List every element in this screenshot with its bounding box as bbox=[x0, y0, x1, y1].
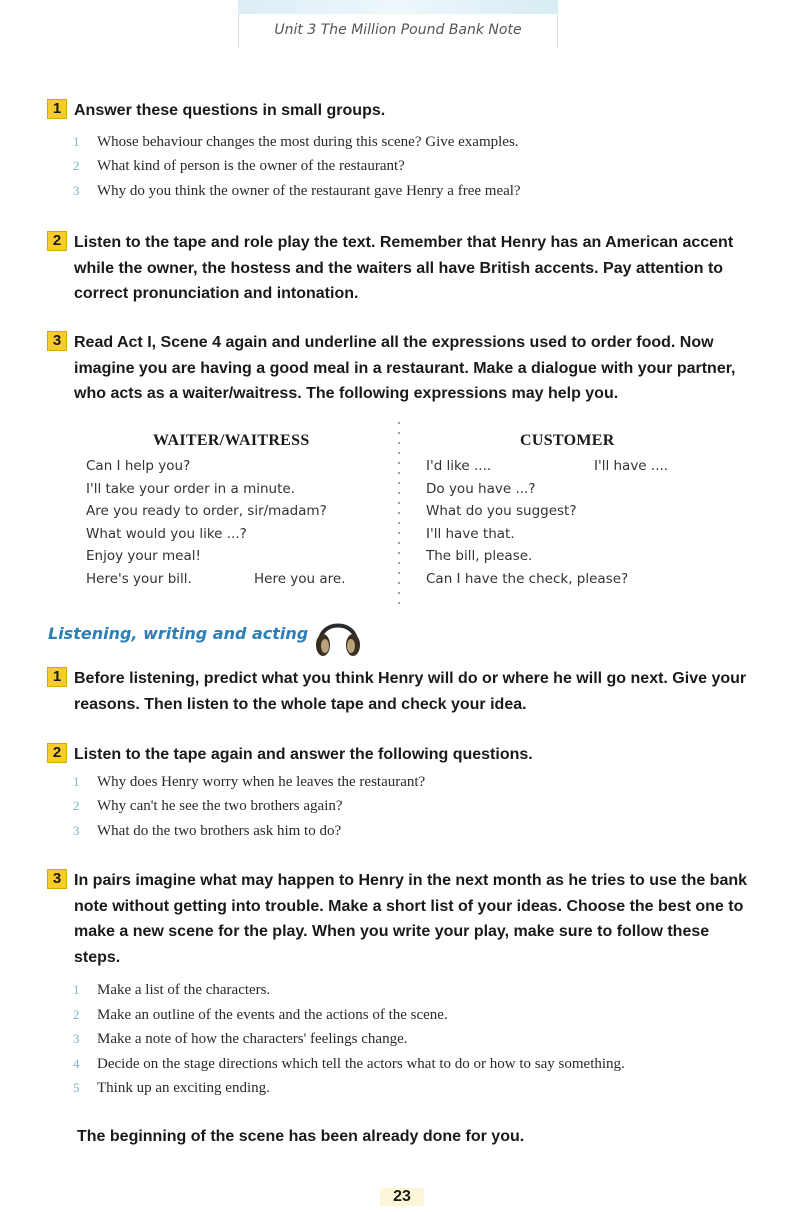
task-1-answer-questions bbox=[47, 98, 757, 203]
task-instruction: Listen to the tape and role play the text. Remember that Henry has an American accent while the owner, the hostess and the waiters all have British accents. Pay attention to correct pronunciation and intonation. bbox=[74, 234, 734, 302]
task-instruction: Listen to the tape again and answer the following questions. bbox=[74, 746, 533, 763]
step-item: 5 Think up an exciting ending. bbox=[73, 1080, 270, 1096]
listening-task-2-questions bbox=[47, 742, 757, 843]
customer-expression: The bill, please. bbox=[426, 548, 533, 564]
step-item: 3 Make a note of how the characters' feelings change. bbox=[73, 1031, 408, 1047]
waiter-expression: Are you ready to order, sir/madam? bbox=[86, 503, 327, 519]
question-item: 1 Why does Henry worry when he leaves the restaurant? bbox=[73, 773, 426, 790]
waiter-column-heading: WAITER/WAITRESS bbox=[153, 432, 310, 449]
step-item: 4 Decide on the stage directions which tell the actors what to do or how to say something. bbox=[73, 1055, 625, 1072]
closing-note: The beginning of the scene has been already done for you. bbox=[77, 1128, 525, 1145]
task-number-badge: 2 bbox=[47, 743, 67, 763]
waiter-expression: I'll take your order in a minute. bbox=[86, 481, 295, 497]
step-list bbox=[73, 978, 757, 1101]
header-band bbox=[238, 0, 558, 14]
headphones-icon bbox=[310, 612, 366, 660]
customer-expression: Can I have the check, please? bbox=[426, 571, 629, 587]
waiter-expression: What would you like ...? bbox=[86, 526, 247, 542]
waiter-expression: Enjoy your meal! bbox=[86, 548, 201, 564]
task-instruction: Read Act I, Scene 4 again and underline all the expressions used to order food. Now imagine you are having a good meal in a restaurant. Make a dialogue with your partner, who acts as a waiter/waitress. The following expressions may help you. bbox=[74, 334, 736, 402]
task-number-badge: 2 bbox=[47, 231, 67, 251]
question-list bbox=[73, 130, 757, 204]
customer-expression: What do you suggest? bbox=[426, 503, 577, 519]
section-title: Listening, writing and acting bbox=[48, 624, 309, 643]
waiter-expression: Here's your bill. bbox=[86, 571, 192, 587]
task-number-badge: 3 bbox=[47, 869, 67, 889]
question-item: 3 What do the two brothers ask him to do? bbox=[73, 822, 342, 839]
task-number-badge: 1 bbox=[47, 667, 67, 687]
customer-expression: I'll have .... bbox=[594, 458, 669, 474]
task-number-badge: 1 bbox=[47, 99, 67, 119]
step-item: 1 Make a list of the characters. bbox=[73, 982, 271, 998]
customer-expression: Do you have ...? bbox=[426, 481, 536, 497]
task-instruction: Answer these questions in small groups. bbox=[74, 102, 386, 119]
question-item: 2 Why can't he see the two brothers again? bbox=[73, 798, 343, 814]
customer-expression: I'd like .... bbox=[426, 458, 492, 474]
task-instruction: Before listening, predict what you think Henry will do or where he will go next. Give your reasons. Then listen to the whole tape and check your idea. bbox=[74, 670, 747, 713]
question-item: 2 What kind of person is the owner of the restaurant? bbox=[73, 158, 405, 174]
task-2-role-play bbox=[47, 230, 757, 307]
unit-title: Unit 3 The Million Pound Bank Note bbox=[274, 22, 522, 38]
listening-task-1-predict bbox=[47, 666, 757, 717]
task-number-badge: 3 bbox=[47, 331, 67, 351]
customer-expression: I'll have that. bbox=[426, 526, 515, 542]
task-3-dialogue bbox=[47, 330, 757, 407]
question-list bbox=[73, 770, 757, 844]
waiter-expression: Here you are. bbox=[254, 571, 346, 587]
question-item: 3 Why do you think the owner of the restaurant gave Henry a free meal? bbox=[73, 182, 521, 199]
task-instruction: In pairs imagine what may happen to Henry in the next month as he tries to use the bank note without getting into trouble. Make a short list of your ideas. Choose the best one to make a new scene for the play. When you write your play, make sure to follow these steps. bbox=[74, 872, 748, 966]
question-item: 1 Whose behaviour changes the most during this scene? Give examples. bbox=[73, 133, 519, 150]
listening-task-3-new-scene bbox=[47, 868, 757, 1101]
page-number: 23 bbox=[380, 1188, 424, 1206]
customer-column-heading: CUSTOMER bbox=[520, 432, 615, 449]
waiter-expression: Can I help you? bbox=[86, 458, 191, 474]
step-item: 2 Make an outline of the events and the actions of the scene. bbox=[73, 1006, 448, 1023]
column-divider bbox=[398, 418, 400, 606]
